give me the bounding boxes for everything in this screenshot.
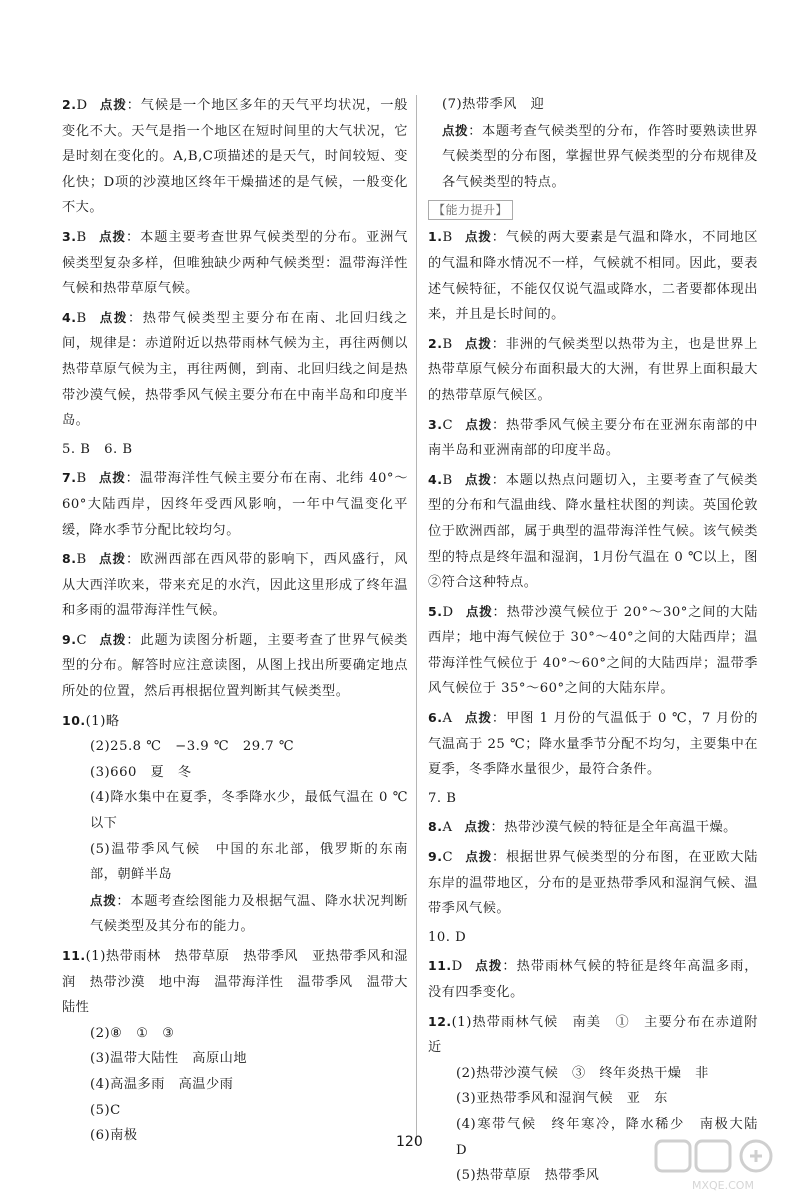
answer-q4: 4.B 点拨：热带气候类型主要分布在南、北回归线之间，规律是：赤道附近以热带雨林气候为主，再往两侧以热带草原气候为主，再往两侧，到南、北回归线之间是热带沙漠气候，热带季风气候主要分布在中南半岛和印度半岛。 bbox=[62, 309, 408, 429]
answer-r-q12: 12.(1)热带雨林气候 南美 ① 主要分布在赤道附近 (2)热带沙漠气候 ③ 终年炎热干燥 非 (3)亚热带季风和湿润气候 亚 东 (4)寒带气候 终年寒冷，降水稀少 南极大陆 D (5)热带草原 热带季风 bbox=[428, 1013, 772, 1184]
answer-r-q5: 5.D 点拨：热带沙漠气候位于 20°～30°之间的大陆西岸；地中海气候位于 30°～40°之间的大陆西岸；温带海洋性气候位于 40°～60°之间的大陆西岸；温带季风气候位于 35°～60°之间的大陆东岸。 bbox=[428, 603, 758, 697]
answer-r-q8: 8.A 点拨：热带沙漠气候的特征是全年高温干燥。 bbox=[428, 819, 737, 836]
answer-q7: 7.B 点拨：温带海洋性气候主要分布在南、北纬 40°～60°大陆西岸，因终年受西风影响，一年中气温变化平缓，降水季节分配比较均匀。 bbox=[62, 470, 408, 538]
answer-r-q4: 4.B 点拨：本题以热点问题切入，主要考查了气候类型的分布和气温曲线、降水量柱状图的判读。英国伦敦位于欧洲西部，属于典型的温带海洋性气候。该气候类型的特点是终年温和湿润，1月份气温在 0 ℃以上，图②符合这种特点。 bbox=[428, 471, 758, 591]
answer-q3: 3.B 点拨：本题主要考查世界气候类型的分布。亚洲气候类型复杂多样，但唯独缺少两种气候类型：温带海洋性气候和热带草原气候。 bbox=[62, 228, 408, 297]
left-column bbox=[62, 92, 408, 1152]
answer-q11-part7: (7)热带季风 迎 点拨：本题考查气候类型的分布，作答时要熟读世界气候类型的分布图，掌握世界气候类型的分布规律及各气候类型的特点。 bbox=[442, 97, 758, 190]
answer-r-q2: 2.B 点拨：非洲的气候类型以热带为主，也是世界上热带草原气候分布面积最大的大洲，有世界上面积最大的热带草原气候区。 bbox=[428, 335, 758, 403]
answer-r-q11: 11.D 点拨：热带雨林气候的特征是终年高温多雨，没有四季变化。 bbox=[428, 958, 758, 1000]
answer-q2: 2.D 点拨：气候是一个地区多年的天气平均状况，一般变化不大。天气是指一个地区在短时间里的大气状况，它是时刻在变化的。A,B,C项描述的是天气，时间较短、变化快；D项的沙漠地区终年干燥描述的是气候，一般变化不大。 bbox=[62, 97, 408, 216]
watermark-logo bbox=[652, 1135, 802, 1195]
answer-r-q1: 1.B 点拨：气候的两大要素是气温和降水，不同地区的气温和降水情况不一样，气候就不相同。因此，要表述气候特征，不能仅仅说气温或降水，二者要都体现出来，并且是长时间的。 bbox=[428, 229, 758, 323]
section-heading-ability: 【能力提升】 bbox=[428, 198, 758, 224]
answer-q10: 10.(1)略 (2)25.8 ℃ −3.9 ℃ 29.7 ℃ (3)660 夏 冬 (4)降水集中在夏季，冬季降水少，最低气温在 0 ℃以下 (5)温带季风气候 中国的东北部，俄罗斯的东南部，朝鲜半岛 点拨：本题考查绘图能力及根据气温、降水状况判断气候类型及其分布的能力。 bbox=[62, 712, 408, 935]
watermark-text: MXQE.COM bbox=[692, 1179, 754, 1192]
answer-q5-q6: 5. B 6. B bbox=[62, 441, 133, 457]
right-column bbox=[428, 92, 772, 1192]
answer-q11: 11.(1)热带雨林 热带草原 热带季风 亚热带季风和湿润 热带沙漠 地中海 温带海洋性 温带季风 温带大陆性 (2)⑧ ① ③ (3)温带大陆性 高原山地 (4)高温多雨 高温少雨 (5)C (6)南极 bbox=[62, 948, 408, 1144]
answer-q9: 9.C 点拨：此题为读图分析题，主要考查了世界气候类型的分布。解答时应注意读图，从图上找出所要确定地点所处的位置，然后再根据位置判断其气候类型。 bbox=[62, 631, 408, 700]
answer-r-q6: 6.A 点拨：甲图 1 月份的气温低于 0 ℃，7 月份的气温高于 25 ℃；降水量季节分配不均匀，主要集中在夏季，冬季降水量很少，最符合条件。 bbox=[428, 710, 758, 778]
answer-r-q10: 10. D bbox=[428, 929, 467, 945]
page-number: 120 bbox=[396, 1134, 423, 1150]
answer-q8: 8.B 点拨：欧洲西部在西风带的影响下，西风盛行，风从大西洋吹来，带来充足的水汽，因此这里形成了终年温和多雨的温带海洋性气候。 bbox=[62, 551, 408, 619]
answer-r-q9: 9.C 点拨：根据世界气候类型的分布图，在亚欧大陆东岸的温带地区，分布的是亚热带季风和湿润气候、温带季风气候。 bbox=[428, 849, 758, 917]
answer-r-q3: 3.C 点拨：热带季风气候主要分布在亚洲东南部的中南半岛和亚洲南部的印度半岛。 bbox=[428, 416, 758, 459]
answer-r-q7: 7. B bbox=[428, 790, 457, 806]
column-divider bbox=[416, 95, 417, 1145]
